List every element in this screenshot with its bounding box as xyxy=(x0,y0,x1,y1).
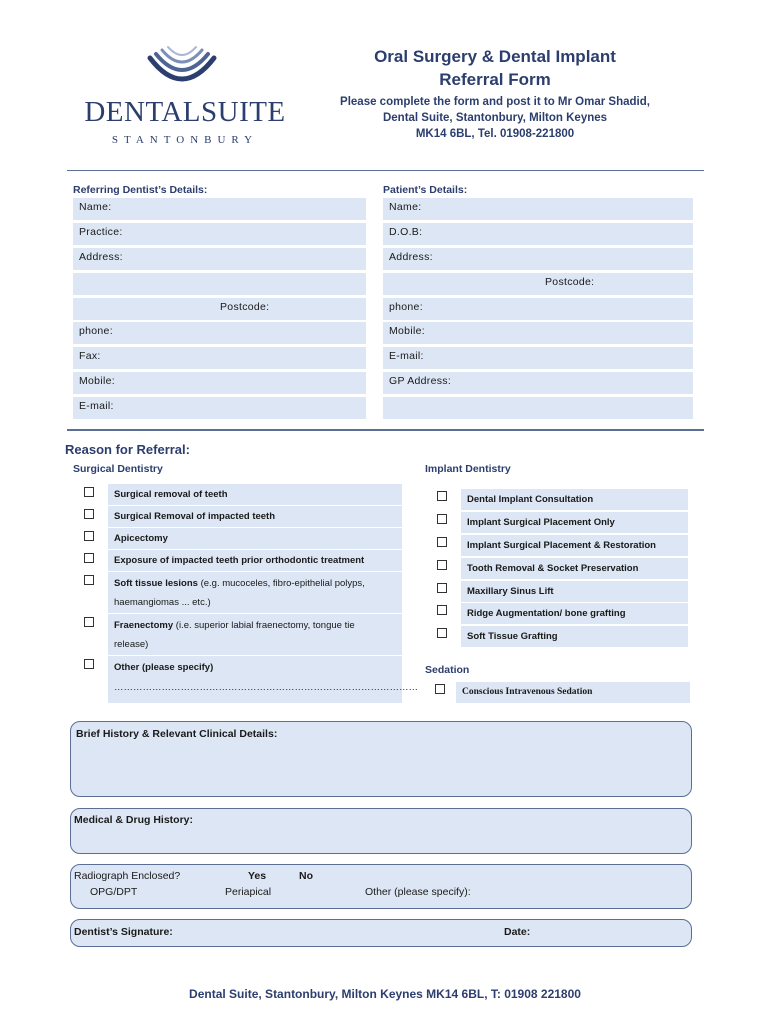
soft-tissue-lesions-examples-2: haemangiomas ... etc.) xyxy=(114,597,211,608)
other-surgical-label: Other (please specify) xyxy=(114,662,214,673)
patient-gp-address-field-2[interactable] xyxy=(383,397,693,419)
form-title-line2: Referral Form xyxy=(439,70,551,89)
dentist-practice-field[interactable]: Practice: xyxy=(73,223,366,245)
dentist-fax-field[interactable]: Fax: xyxy=(73,347,366,369)
socket-preservation-option: Tooth Removal & Socket Preservation xyxy=(461,558,688,579)
surgical-heading: Surgical Dentistry xyxy=(73,463,163,475)
other-surgical-option xyxy=(108,656,418,703)
instruction-line3: MK14 6BL, Tel. 01908-221800 xyxy=(415,128,575,140)
soft-tissue-grafting-checkbox[interactable] xyxy=(437,628,447,638)
dentist-email-field[interactable]: E-mail: xyxy=(73,397,366,419)
brief-history-label: Brief History & Relevant Clinical Details: xyxy=(76,728,278,740)
patient-dob-field[interactable]: D.O.B: xyxy=(383,223,693,245)
dentist-phone-field[interactable]: phone: xyxy=(73,322,366,344)
socket-preservation-checkbox[interactable] xyxy=(437,560,447,570)
sedation-heading: Sedation xyxy=(425,664,470,676)
implant-placement-only-checkbox[interactable] xyxy=(437,514,447,524)
apicectomy-checkbox[interactable] xyxy=(84,531,94,541)
soft-tissue-lesions-label: Soft tissue lesions xyxy=(114,578,198,589)
implant-consultation-checkbox[interactable] xyxy=(437,491,447,501)
dentist-address-field[interactable]: Address: xyxy=(73,248,366,270)
exposure-checkbox[interactable] xyxy=(84,553,94,563)
header-divider xyxy=(67,170,704,171)
radiograph-other[interactable]: Other (please specify): xyxy=(365,886,471,898)
radiograph-yes[interactable]: Yes xyxy=(248,870,267,882)
iv-sedation-checkbox[interactable] xyxy=(435,684,445,694)
fraenectomy-option xyxy=(108,614,402,655)
implant-heading: Implant Dentistry xyxy=(425,463,511,475)
dentist-name-field[interactable]: Name: xyxy=(73,198,366,220)
form-title-line1: Oral Surgery & Dental Implant xyxy=(374,47,616,66)
surgical-removal-option: Surgical removal of teeth xyxy=(108,484,402,505)
fraenectomy-label: Fraenectomy xyxy=(114,620,174,631)
patient-name-field[interactable]: Name: xyxy=(383,198,693,220)
surgical-removal-checkbox[interactable] xyxy=(84,487,94,497)
exposure-option: Exposure of impacted teeth prior orthodontic treatment xyxy=(108,550,402,571)
brief-history-box[interactable] xyxy=(70,721,692,797)
other-surgical-specify-line[interactable]: …………………………………………………………………………………… xyxy=(114,682,418,693)
soft-tissue-grafting-option: Soft Tissue Grafting xyxy=(461,626,688,647)
reason-divider xyxy=(67,429,704,431)
logo-location: STANTONBURY xyxy=(111,134,259,146)
dentist-postcode-field[interactable]: Postcode: xyxy=(73,298,366,320)
form-header xyxy=(305,46,685,142)
patient-email-field[interactable]: E-mail: xyxy=(383,347,693,369)
medical-history-label: Medical & Drug History: xyxy=(74,814,194,826)
radiograph-periapical[interactable]: Periapical xyxy=(225,886,272,898)
radiograph-box xyxy=(70,864,692,909)
iv-sedation-option: Conscious Intravenous Sedation xyxy=(456,682,690,703)
sinus-lift-option: Maxillary Sinus Lift xyxy=(461,581,688,602)
ridge-augmentation-option: Ridge Augmentation/ bone grafting xyxy=(461,603,688,624)
soft-tissue-lesions-examples: (e.g. mucoceles, fibro-epithelial polyps, xyxy=(197,578,365,589)
implant-placement-restoration-option: Implant Surgical Placement & Restoration xyxy=(461,535,688,556)
referring-dentist-heading: Referring Dentist’s Details: xyxy=(73,184,208,196)
dentist-mobile-field[interactable]: Mobile: xyxy=(73,372,366,394)
patient-postcode-field[interactable]: Postcode: xyxy=(383,273,693,295)
patient-heading: Patient’s Details: xyxy=(383,184,468,196)
implant-consultation-option: Dental Implant Consultation xyxy=(461,489,688,510)
impacted-removal-option: Surgical Removal of impacted teeth xyxy=(108,506,402,527)
patient-mobile-field[interactable]: Mobile: xyxy=(383,322,693,344)
date-label: Date: xyxy=(504,926,531,938)
medical-history-box[interactable] xyxy=(70,808,692,854)
radiograph-no[interactable]: No xyxy=(299,870,313,882)
signature-box[interactable] xyxy=(70,919,692,947)
ridge-augmentation-checkbox[interactable] xyxy=(437,605,447,615)
logo-arcs-icon xyxy=(142,44,222,94)
apicectomy-option: Apicectomy xyxy=(108,528,402,549)
instruction-line2: Dental Suite, Stantonbury, Milton Keynes xyxy=(382,112,608,124)
dentist-address-field-2[interactable] xyxy=(73,273,366,295)
reason-title: Reason for Referral: xyxy=(65,442,190,457)
radiograph-question: Radiograph Enclosed? xyxy=(74,870,181,882)
fraenectomy-examples-2: release) xyxy=(114,639,149,650)
sinus-lift-checkbox[interactable] xyxy=(437,583,447,593)
radiograph-opg[interactable]: OPG/DPT xyxy=(90,886,138,898)
soft-tissue-lesions-option xyxy=(108,572,402,613)
logo xyxy=(80,40,290,150)
patient-gp-address-field[interactable]: GP Address: xyxy=(383,372,693,394)
fraenectomy-examples: (i.e. superior labial fraenectomy, tongue tie xyxy=(173,620,355,631)
patient-phone-field[interactable]: phone: xyxy=(383,298,693,320)
logo-name: DENTALSUITE xyxy=(84,96,286,128)
signature-label: Dentist’s Signature: xyxy=(74,926,173,938)
instruction-line1: Please complete the form and post it to Mr Omar Shadid, xyxy=(340,96,650,108)
implant-placement-restoration-checkbox[interactable] xyxy=(437,537,447,547)
fraenectomy-checkbox[interactable] xyxy=(84,617,94,627)
impacted-removal-checkbox[interactable] xyxy=(84,509,94,519)
implant-placement-only-option: Implant Surgical Placement Only xyxy=(461,512,688,533)
footer-address: Dental Suite, Stantonbury, Milton Keynes MK14 6BL, T: 01908 221800 xyxy=(189,987,581,1001)
patient-address-field[interactable]: Address: xyxy=(383,248,693,270)
soft-tissue-lesions-checkbox[interactable] xyxy=(84,575,94,585)
other-surgical-checkbox[interactable] xyxy=(84,659,94,669)
